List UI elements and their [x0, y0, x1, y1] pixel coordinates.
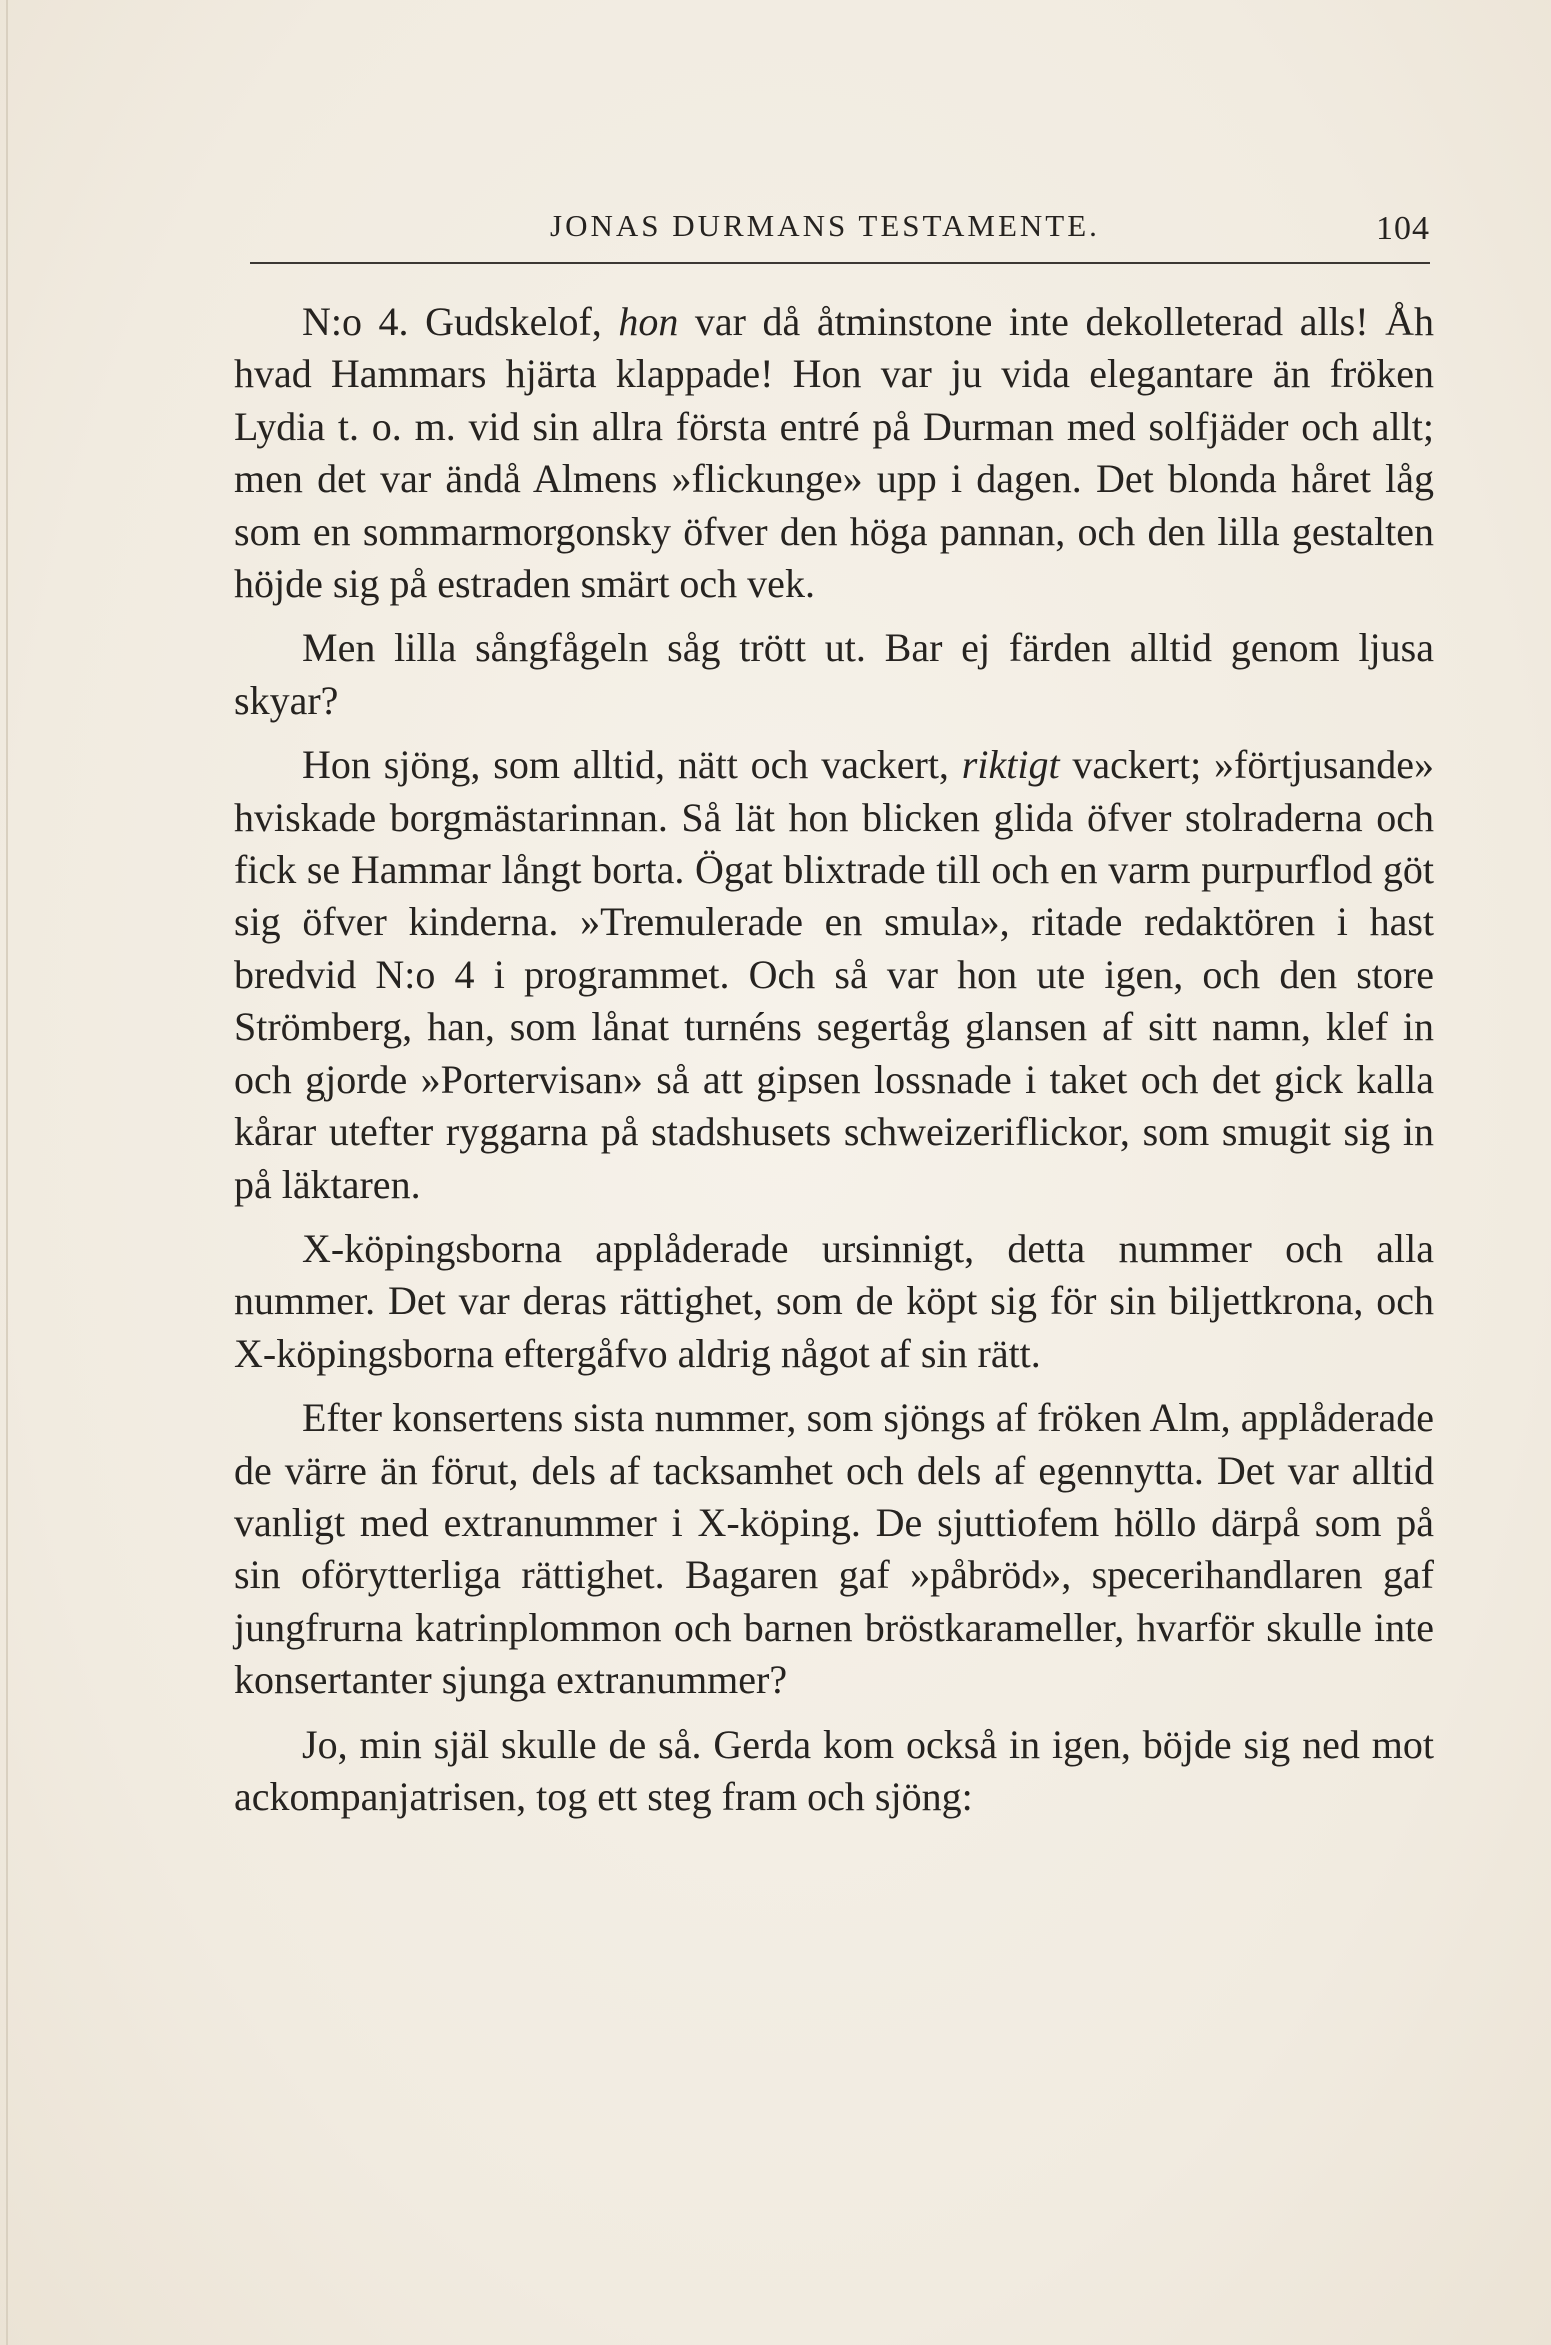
header-rule [250, 262, 1430, 264]
italic-emphasis: riktigt [961, 742, 1060, 788]
page-edge [6, 0, 8, 2345]
paragraph: Hon sjöng, som alltid, nätt och vackert, riktigt vackert; »förtjusande» hviskade borgmästarinnan. Så lät hon blicken glida öfver stolraderna och fick se Hammar långt borta. Ögat blixtrade till och en varm purpurflod göt sig öfver kinderna. »Tremulerade en smula», ritade redaktören i hast bredvid N:o 4 i programmet. Och så var hon ute igen, och den store Strömberg, han, som lånat turnéns segertåg glansen af sitt namn, klef in och gjorde »Portervisan» så att gipsen lossnade i taket och det gick kalla kårar utefter ryggarna på stadshusets schweizeriflickor, som smugit sig in på läktaren. [234, 742, 1434, 1207]
paragraph: X-köpingsborna applåderade ursinnigt, detta nummer och alla nummer. Det var deras rättighet, som de köpt sig för sin biljettkrona, och X-köpingsborna eftergåfvo aldrig något af sin rätt. [234, 1225, 1434, 1376]
running-title: JONAS DURMANS TESTAMENTE. [550, 208, 1100, 243]
paragraph: Efter konsertens sista nummer, som sjöngs af fröken Alm, applåderade de värre än förut, dels af tacksamhet och dels af egennytta. Det var alltid vanligt med extranummer i X-köping. De sjuttiofem höllo därpå som på sin oförytterliga rättighet. Bagaren gaf »påbröd», specerihandlaren gaf jungfrurna katrinplommon och barnen bröstkarameller, hvarför skulle inte konsertanter sjunga extranummer? [234, 1395, 1434, 1703]
page-header [250, 200, 1430, 260]
paragraph: Jo, min själ skulle de så. Gerda kom också in igen, böjde sig ned mot ackompanjatrisen, tog ett steg fram och sjöng: [234, 1721, 1434, 1819]
paragraph: Men lilla sångfågeln såg trött ut. Bar ej färden alltid genom ljusa skyar? [234, 625, 1434, 723]
body-text [234, 296, 1434, 1823]
page-number: 104 [1376, 210, 1430, 247]
italic-emphasis: hon [618, 299, 679, 344]
paragraph: N:o 4. Gudskelof, hon var då åtminstone inte dekolleterad alls! Åh hvad Hammars hjärta klappade! Hon var ju vida elegantare än fröken Lydia t. o. m. vid sin allra första entré på Durman med solfjäder och allt; men det var ändå Almens »flickunge» upp i dagen. Det blonda håret låg som en sommarmorgonsky öfver den höga pannan, och den lilla gestalten höjde sig på estraden smärt och vek. [234, 299, 1435, 607]
